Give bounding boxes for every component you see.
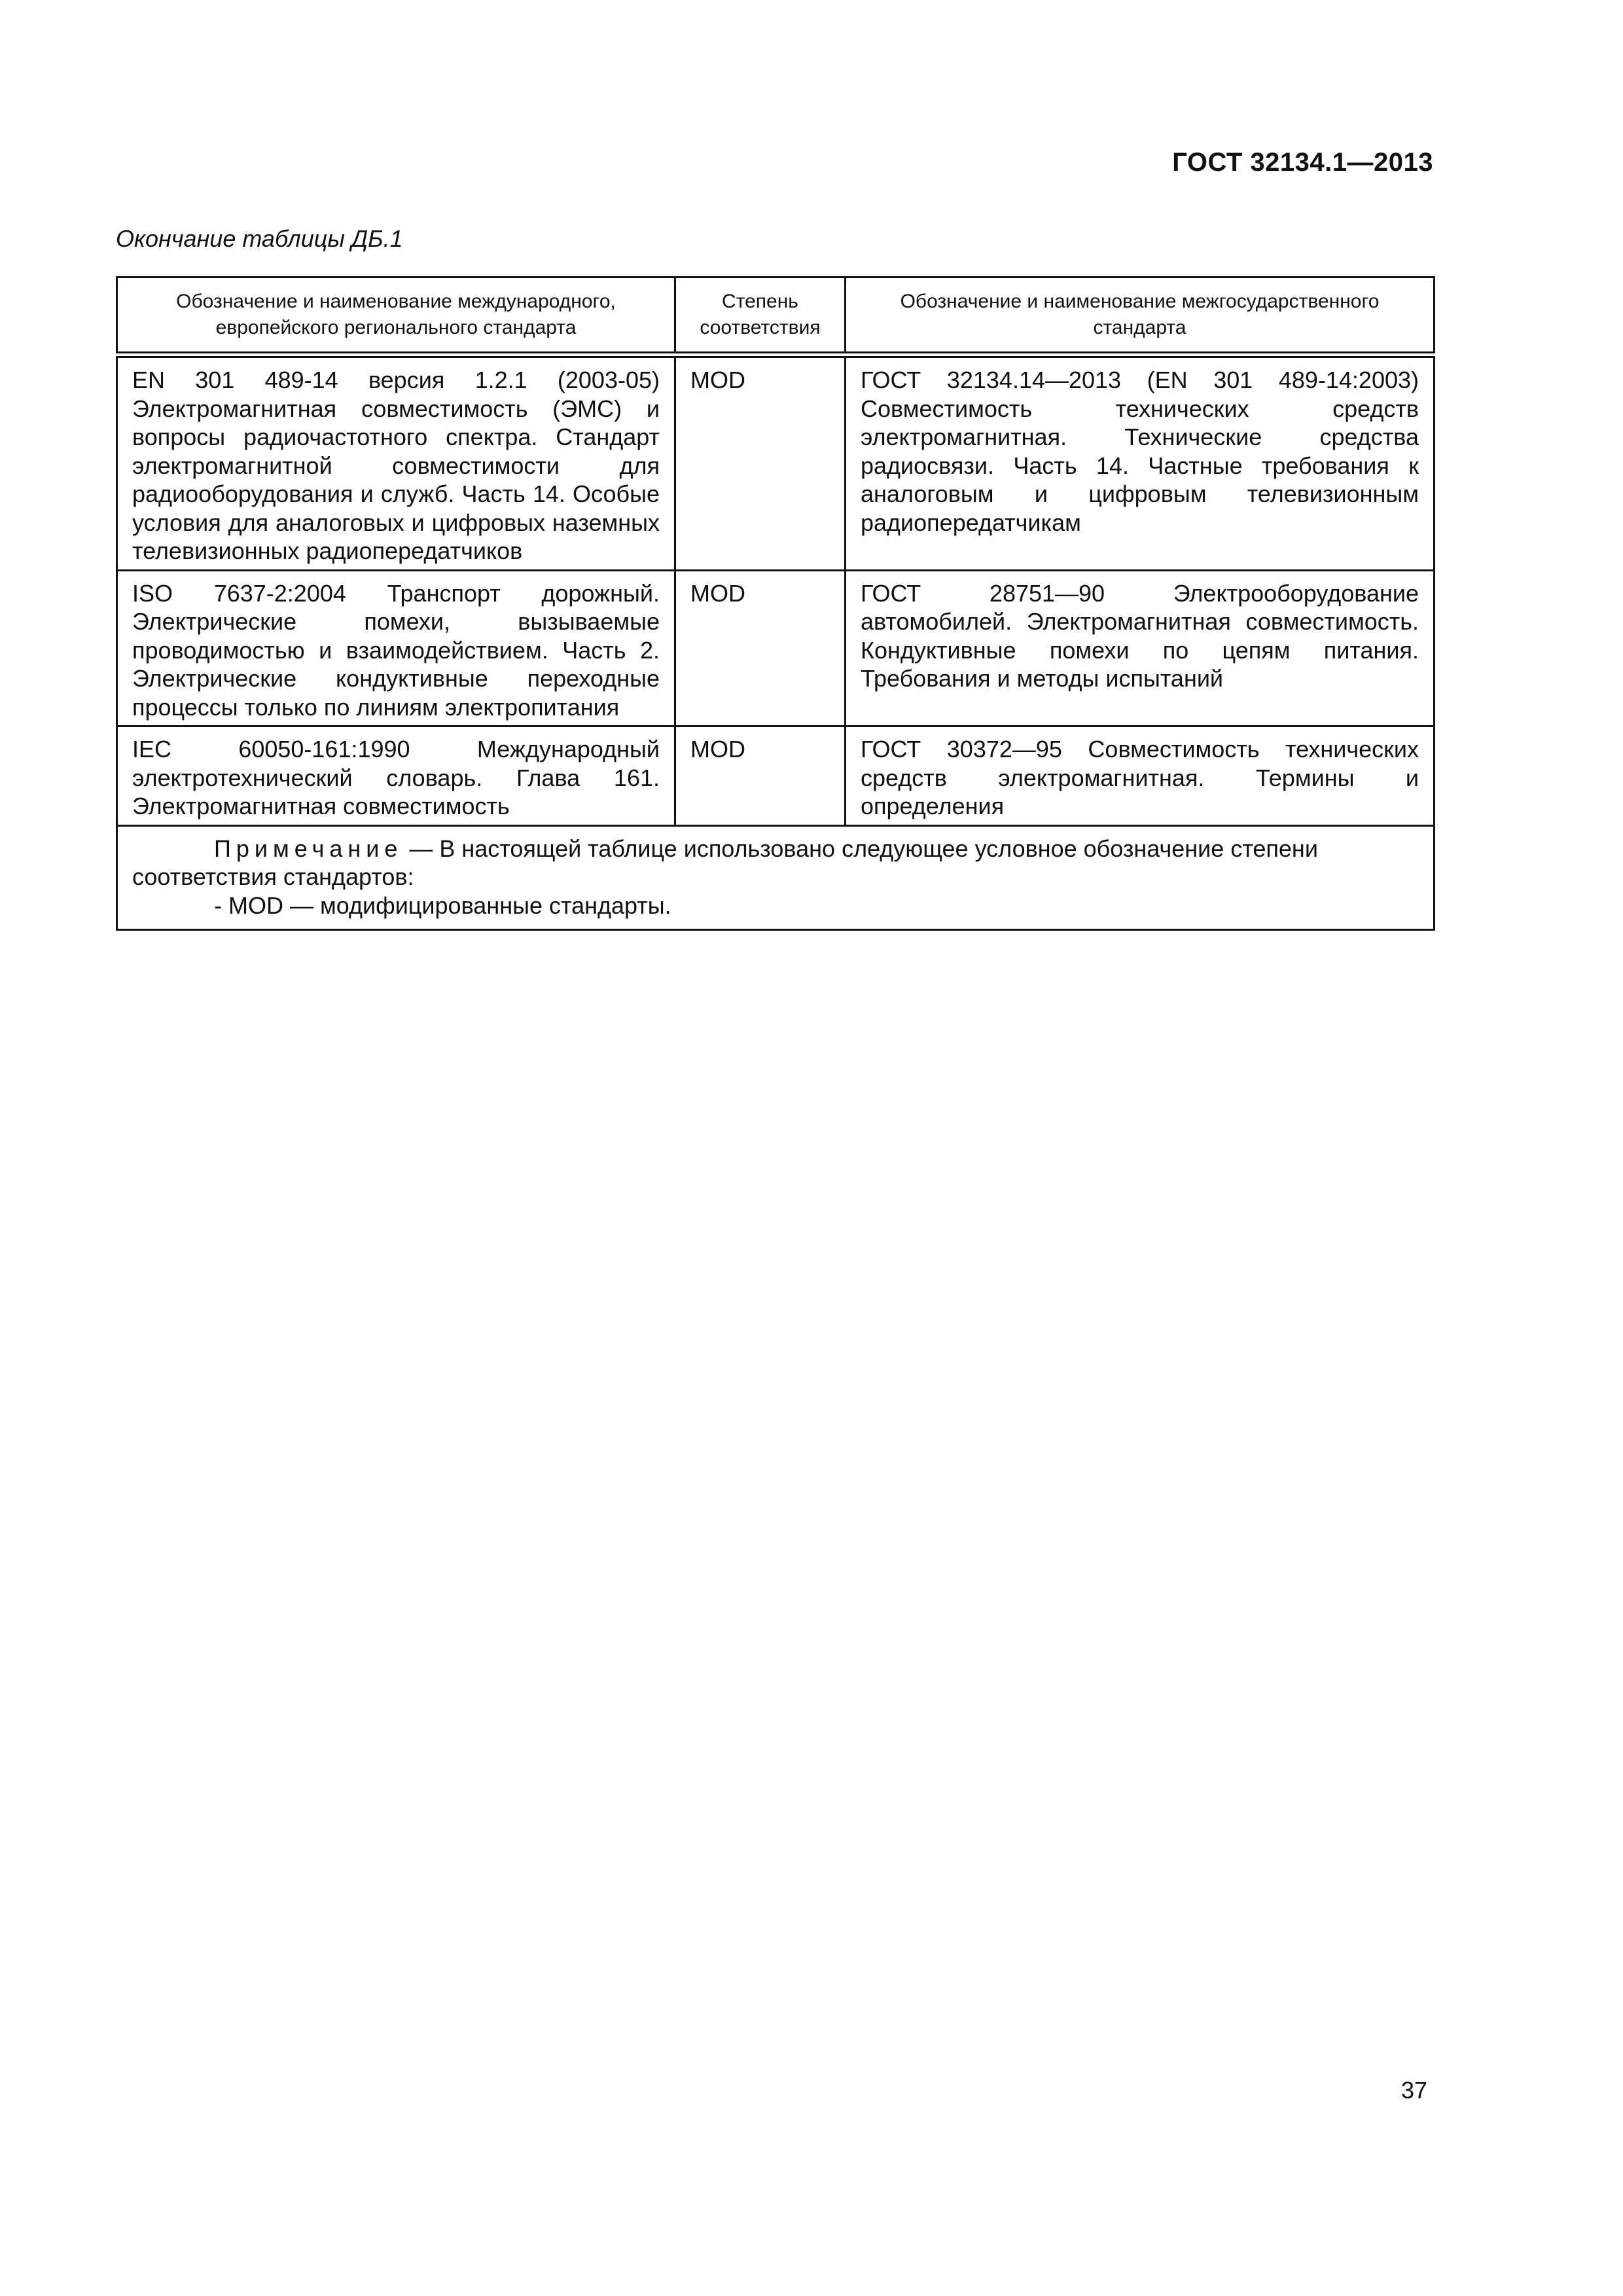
- page-number: 37: [1400, 2077, 1427, 2104]
- table-note: [117, 825, 1435, 930]
- international-standard-cell: EN 301 489-14 версия 1.2.1 (2003-05) Электромагнитная совместимость (ЭМС) и вопросы радиочастотного спектра. Стандарт электромагнитной совместимости для радиооборудования и служб. Часть 14. Особые условия для аналоговых и цифровых наземных телевизионных радиопередатчиков: [117, 355, 675, 570]
- header-correspondence-degree: Степень соответствия: [675, 278, 846, 355]
- note-label: Примечание: [214, 834, 403, 862]
- international-standard-cell: ISO 7637-2:2004 Транспорт дорожный. Электрические помехи, вызываемые проводимостью и взаимодействием. Часть 2. Электрические кондуктивные переходные процессы только по линиям электропитания: [117, 570, 675, 726]
- interstate-standard-cell: ГОСТ 30372—95 Совместимость технических средств электромагнитная. Термины и определения: [846, 726, 1435, 826]
- document-number: ГОСТ 32134.1—2013: [1172, 148, 1433, 177]
- correspondence-degree-cell: MOD: [675, 570, 846, 726]
- table-row: [117, 570, 1435, 726]
- header-interstate-standard: Обозначение и наименование межгосударственного стандарта: [846, 278, 1435, 355]
- note-item: - MOD — модифицированные стандарты.: [214, 891, 671, 919]
- table-header-row: [117, 278, 1435, 355]
- international-standard-cell: IEC 60050-161:1990 Международный электротехнический словарь. Глава 161. Электромагнитная совместимость: [117, 726, 675, 826]
- table-row: [117, 355, 1435, 570]
- interstate-standard-cell: ГОСТ 32134.14—2013 (EN 301 489-14:2003) Совместимость технических средств электромагнитная. Технические средства радиосвязи. Часть 14. Частные требования к аналоговым и цифровым телевизионным радиопередатчикам: [846, 355, 1435, 570]
- table-caption: Окончание таблицы ДБ.1: [116, 225, 403, 252]
- interstate-standard-cell: ГОСТ 28751—90 Электрооборудование автомобилей. Электромагнитная совместимость. Кондуктивные помехи по цепям питания. Требования и методы испытаний: [846, 570, 1435, 726]
- standards-table: [116, 276, 1435, 931]
- table-row: [117, 726, 1435, 826]
- table-note-row: [117, 825, 1435, 930]
- note-text: — В настоящей таблице использовано следующее условное обозначение степени соответствия стандартов:: [132, 834, 1318, 890]
- correspondence-degree-cell: MOD: [675, 355, 846, 570]
- correspondence-degree-cell: MOD: [675, 726, 846, 826]
- header-international-standard: Обозначение и наименование международного, европейского регионального стандарта: [117, 278, 675, 355]
